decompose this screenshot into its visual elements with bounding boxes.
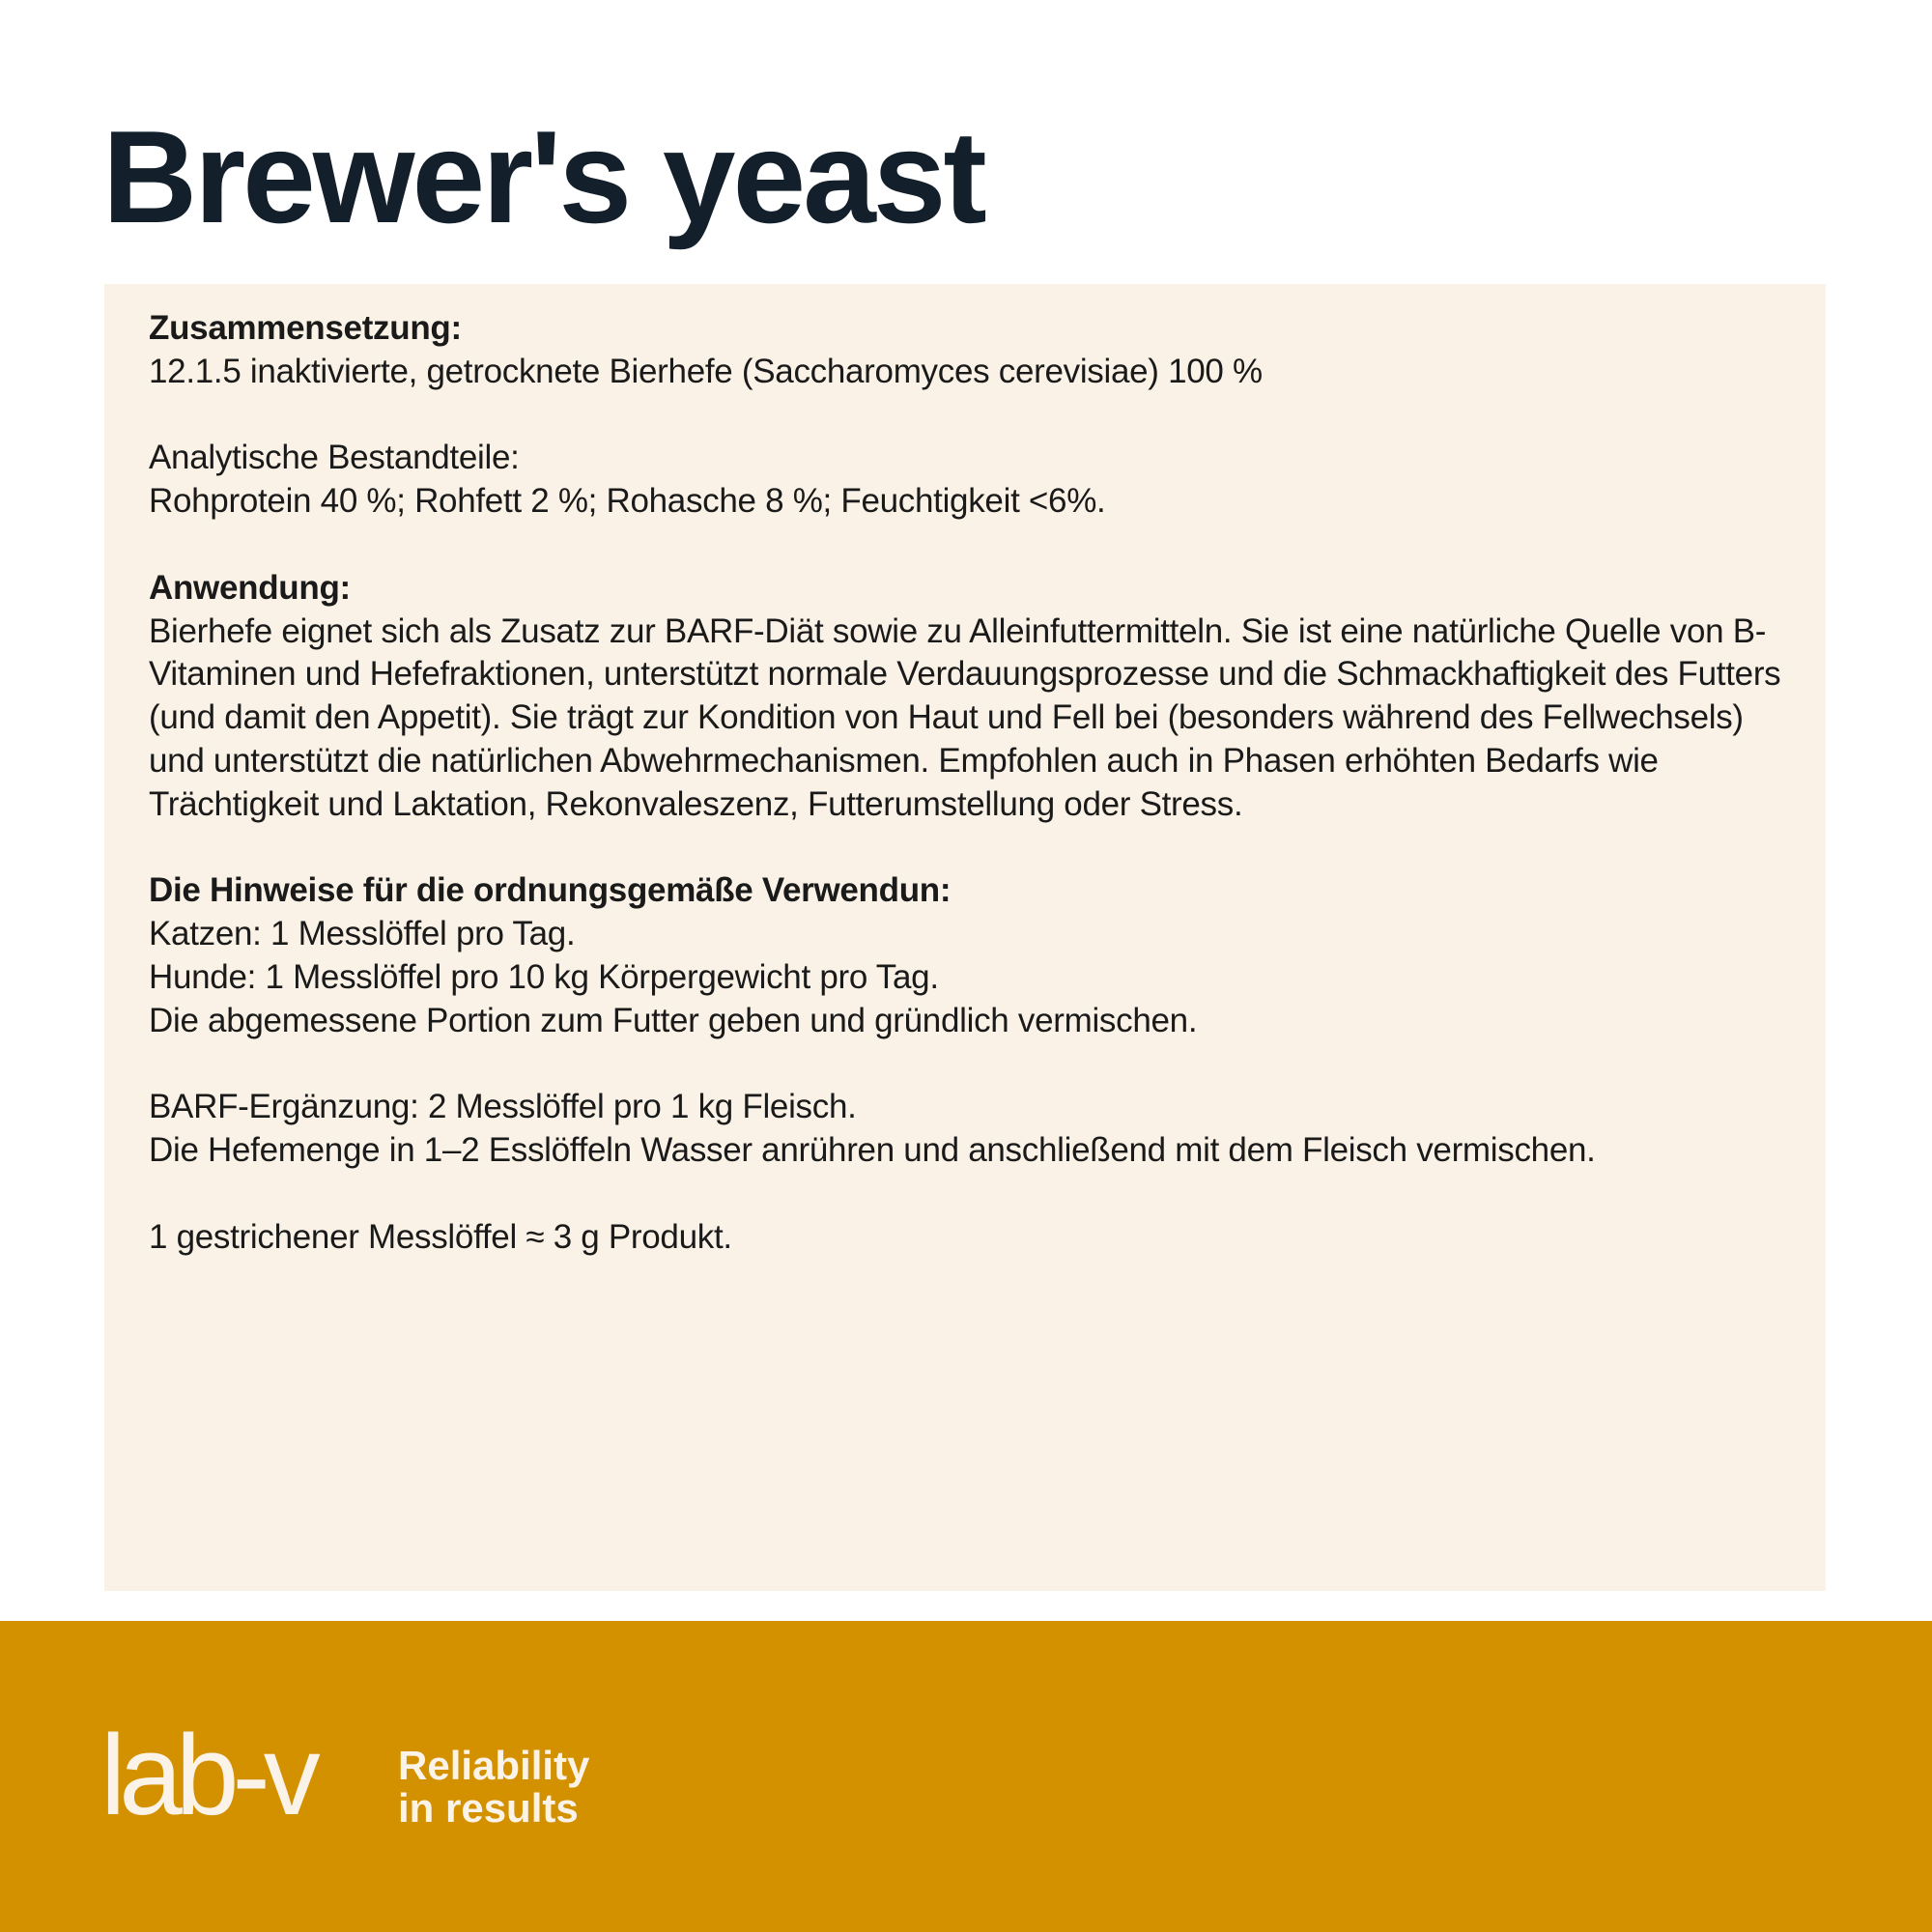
usage-section	[149, 869, 1787, 1042]
usage-heading: Die Hinweise für die ordnungsgemäße Verwendun:	[149, 871, 952, 910]
analytical-section	[149, 437, 1787, 524]
usage-cats: Katzen: 1 Messlöffel pro Tag.	[149, 915, 576, 953]
page-title: Brewer's yeast	[102, 103, 984, 250]
barf-section	[149, 1086, 1787, 1173]
measure-section	[149, 1216, 1787, 1260]
brand-tagline	[398, 1745, 589, 1830]
composition-text: 12.1.5 inaktivierte, getrocknete Bierhefe (Saccharomyces cerevisiae) 100 %	[149, 352, 1263, 390]
usage-mixing: Die abgemessene Portion zum Futter geben und gründlich vermischen.	[149, 1001, 1198, 1039]
logo-wordmark: lab-v	[100, 1712, 314, 1839]
application-section	[149, 567, 1787, 827]
barf-dosage: BARF-Ergänzung: 2 Messlöffel pro 1 kg Fleisch.	[149, 1088, 857, 1126]
composition-heading: Zusammensetzung:	[149, 309, 462, 347]
product-info-panel	[104, 284, 1826, 1591]
analytical-heading: Analytische Bestandteile:	[149, 439, 520, 477]
tagline-line-2: in results	[398, 1785, 579, 1831]
usage-dogs: Hunde: 1 Messlöffel pro 10 kg Körpergewicht pro Tag.	[149, 957, 939, 996]
tagline-line-1: Reliability	[398, 1743, 590, 1788]
lab-v-logo	[100, 1712, 314, 1839]
measure-text: 1 gestrichener Messlöffel ≈ 3 g Produkt.	[149, 1217, 732, 1256]
composition-section	[149, 307, 1787, 394]
barf-preparation: Die Hefemenge in 1–2 Esslöffeln Wasser anrühren und anschließend mit dem Fleisch vermischen.	[149, 1131, 1596, 1170]
application-text: Bierhefe eignet sich als Zusatz zur BARF-Diät sowie zu Alleinfuttermitteln. Sie ist eine natürliche Quelle von B-Vitaminen und Hefefraktionen, unterstützt normale Verdauungsprozesse und die Schmackhaftigkeit des Futters (und damit den Appetit). Sie trägt zur Kondition von Haut und Fell bei (besonders während des Fellwechsels) und unterstützt die natürlichen Abwehrmechanismen. Empfohlen auch in Phasen erhöhten Bedarfs wie Trächtigkeit und Laktation, Rekonvaleszenz, Futterumstellung oder Stress.	[149, 611, 1781, 823]
application-heading: Anwendung:	[149, 568, 351, 607]
analytical-text: Rohprotein 40 %; Rohfett 2 %; Rohasche 8 %; Feuchtigkeit <6%.	[149, 482, 1106, 521]
